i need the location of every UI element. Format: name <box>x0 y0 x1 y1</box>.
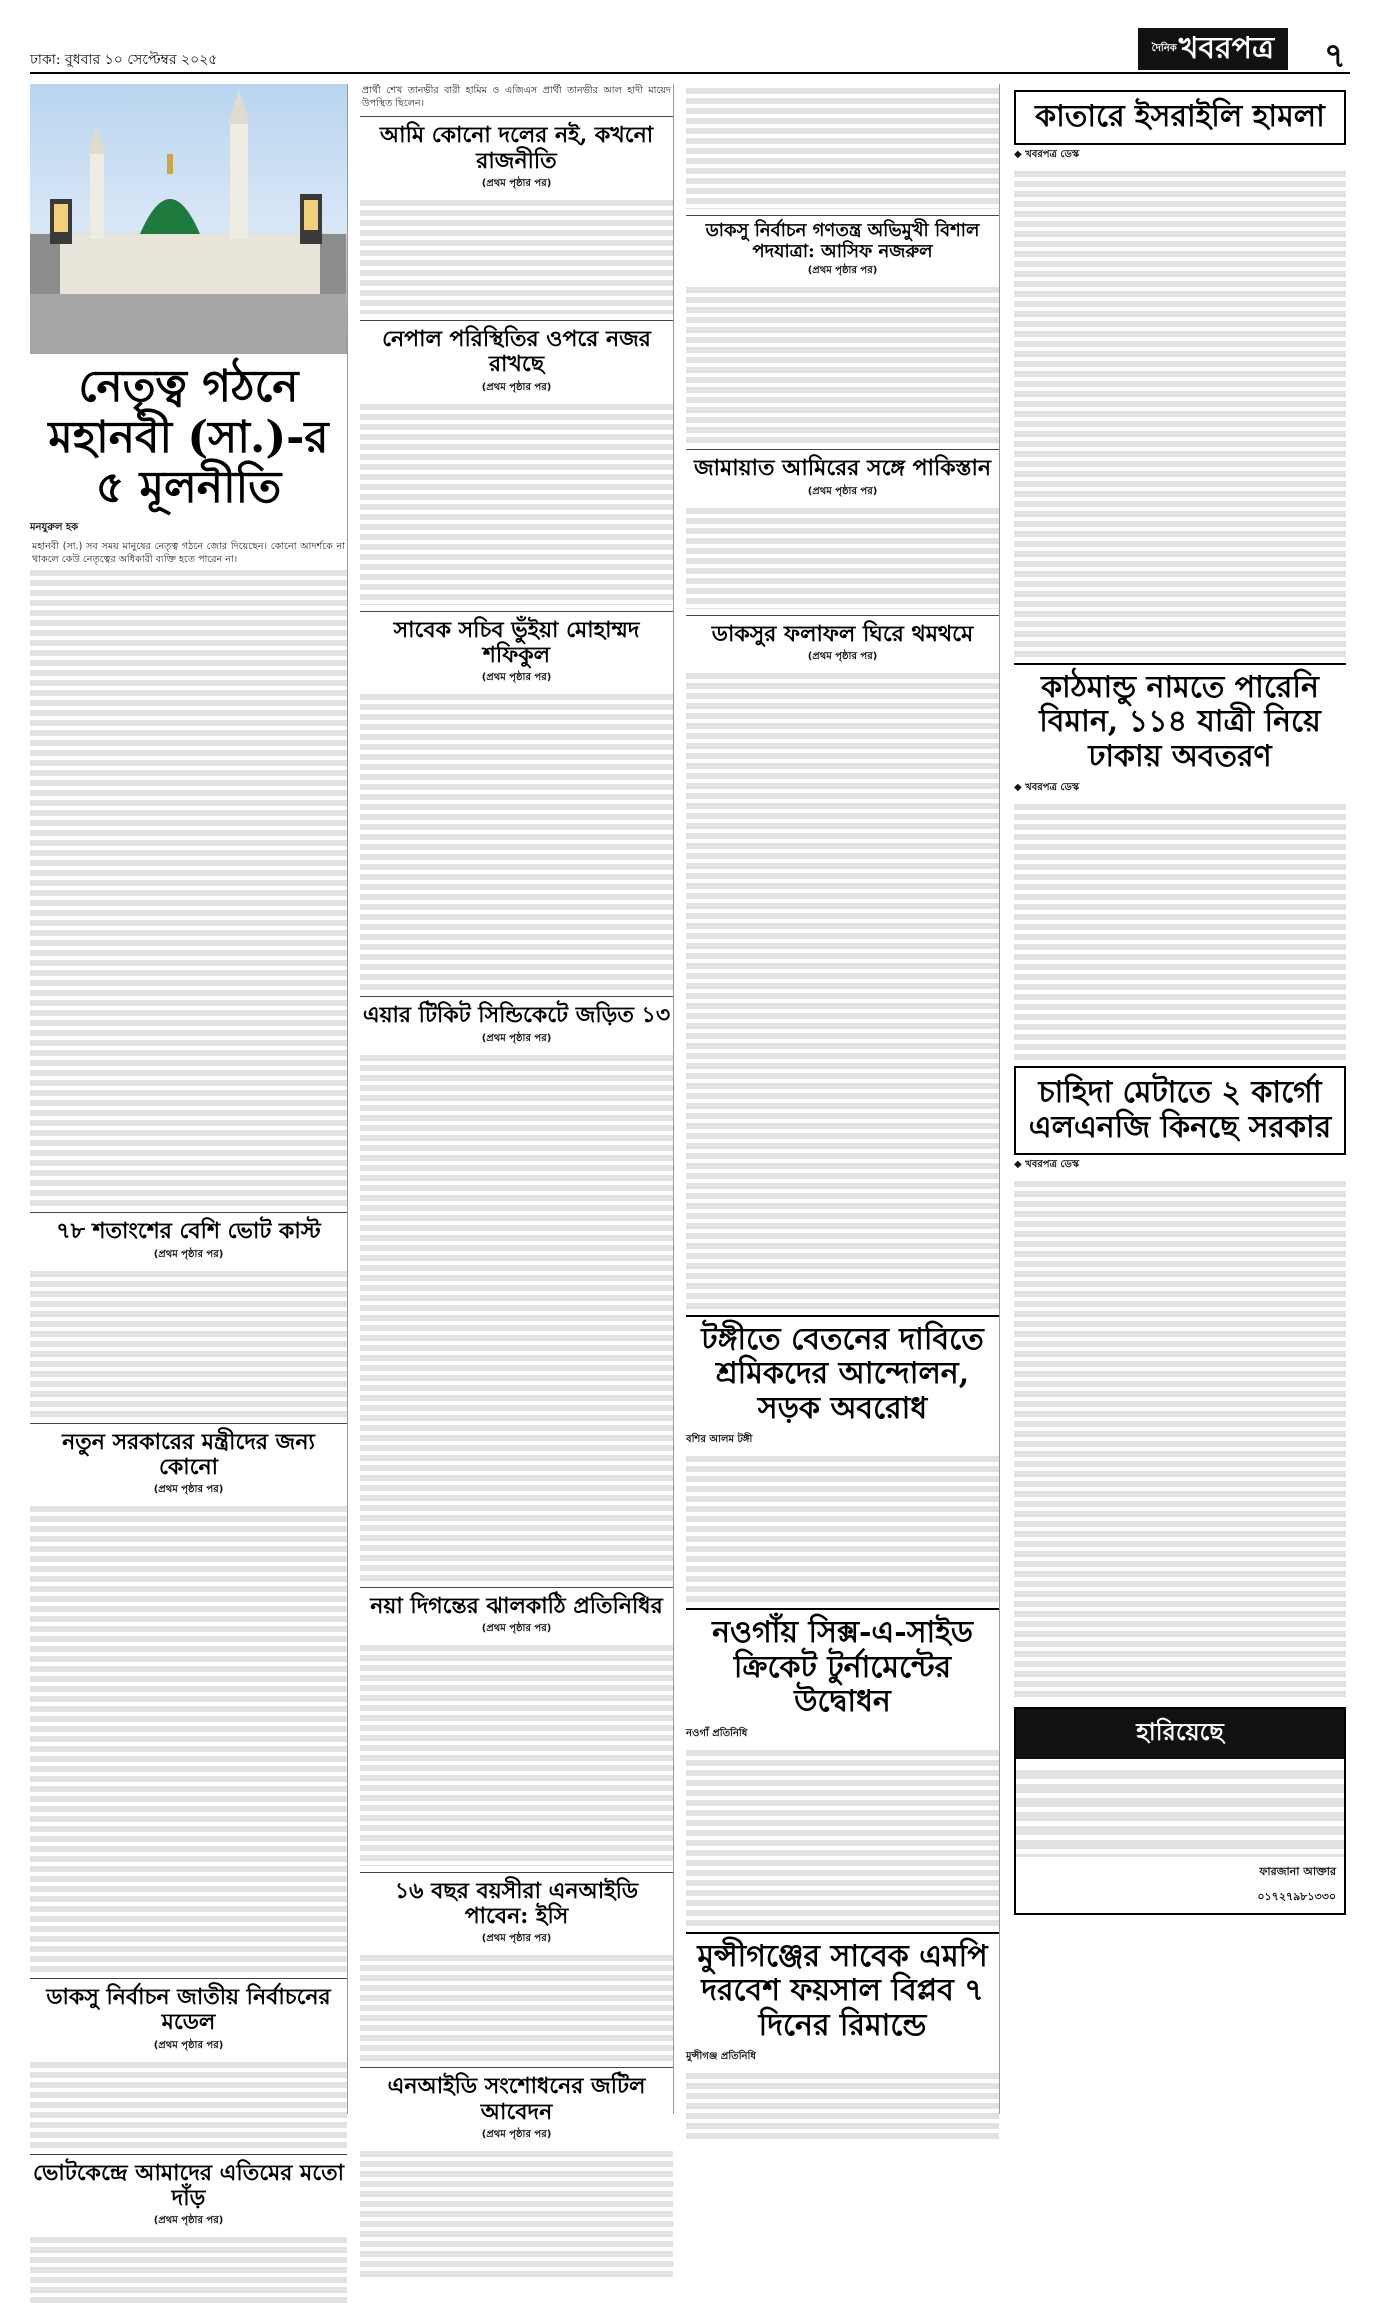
story-subhead: (প্রথম পৃষ্ঠার পর) <box>153 2039 224 2051</box>
column-1 <box>30 84 348 2227</box>
lost-notice-body <box>1016 1765 1344 1857</box>
story-subhead: (প্রথম পৃষ্ঠার পর) <box>481 1622 552 1634</box>
body-text-block <box>686 504 999 609</box>
lost-notice-ad <box>1014 1707 1346 1915</box>
story-headline: সাবেক সচিব ভুঁইয়া মোহাম্মদ শফিকুল <box>360 611 673 671</box>
body-text-block <box>360 690 673 990</box>
byline-workers-protest: বশির আলম টঙ্গী <box>686 1434 753 1446</box>
column-3 <box>682 84 1000 2114</box>
column-2 <box>356 84 674 2141</box>
body-text-block <box>30 2058 347 2148</box>
body-text-block <box>686 669 999 1309</box>
story-headline: ডাকসুর ফলাফল ঘিরে থমথমে <box>686 615 999 649</box>
headline-lng-cargo: চাহিদা মেটাতে ২ কার্গো এলএনজি কিনছে সরকার <box>1014 1066 1346 1155</box>
story-headline: নতুন সরকারের মন্ত্রীদের জন্য কোনো <box>30 1423 347 1483</box>
body-text-block <box>686 2069 999 2139</box>
byline-kathmandu-flight: ◆ খবরপত্র ডেস্ক <box>1014 782 1080 793</box>
story-subhead: (প্রথম পৃষ্ঠার পর) <box>807 485 878 497</box>
feature-headline-cricket: নওগাঁয় সিক্স-এ-সাইড ক্রিকেট টুর্নামেন্টের উদ্বোধন <box>686 1608 999 1724</box>
lead-text-col2: প্রার্থী শেখ তানভীর বারী হামিম ও এজিএস প্রার্থী তানভীর আল হাদী মায়েদ উপস্থিত ছিলেন। <box>362 85 671 110</box>
story-headline: ৭৮ শতাংশের বেশি ভোট কাস্ট <box>30 1212 347 1246</box>
headline-main-col1: নেতৃত্ব গঠনে মহানবী (সা.)-র ৫ মূলনীতি <box>48 361 329 514</box>
page-header <box>30 31 1350 76</box>
masthead-prefix: দৈনিক <box>1151 43 1177 54</box>
story-subhead: (প্রথম পৃষ্ঠার পর) <box>153 1248 224 1260</box>
date-line: ঢাকা: বুধবার ১০ সেপ্টেম্বর ২০২৫ <box>30 52 218 68</box>
lost-notice-phone: ০১৭২৭৯৮১৩৩০ <box>1257 1890 1336 1903</box>
story-subhead: (প্রথম পৃষ্ঠার পর) <box>153 1484 224 1496</box>
story-headline: নেপাল পরিস্থিতির ওপরে নজর রাখছে <box>360 320 673 380</box>
body-text-block <box>686 1452 999 1602</box>
body-text-block <box>30 1502 347 1972</box>
body-text-block <box>360 1951 673 2061</box>
body-text-block <box>686 84 999 209</box>
newspaper-masthead <box>1138 28 1288 70</box>
body-text-block <box>30 2233 347 2303</box>
body-text-block <box>30 566 347 1206</box>
story-subhead: (প্রথম পৃষ্ঠার পর) <box>481 1032 552 1044</box>
body-text-block <box>686 1746 999 1926</box>
page-number: ৭ <box>1323 36 1346 76</box>
story-headline: জামায়াত আমিরের সঙ্গে পাকিস্তান <box>686 449 999 483</box>
story-headline: ভোটকেন্দ্রে আমাদের এতিমের মতো দাঁড় <box>30 2154 347 2214</box>
column-4 <box>1008 84 1346 2114</box>
body-text-block <box>1014 1177 1346 1697</box>
lost-notice-signature: ফারজানা আক্তার <box>1259 1865 1336 1878</box>
headline-qatar-attack: কাতারে ইসরাইলি হামলা <box>1014 90 1346 145</box>
byline-cricket: নওগাঁ প্রতিনিধি <box>686 1727 748 1739</box>
story-headline: ডাকসু নির্বাচন জাতীয় নির্বাচনের মডেল <box>30 1978 347 2038</box>
story-subhead: (প্রথম পৃষ্ঠার পর) <box>807 265 878 277</box>
masthead-title: খবরপত্র <box>1178 31 1274 66</box>
story-subhead: (প্রথম পৃষ্ঠার পর) <box>481 672 552 684</box>
lead-text-col1: মহানবী (সা.) সব সময় মানুষের নেতৃত্ব গঠনে জোর দিয়েছেন। কোনো আদর্শকে না থাকলে কেউ নেতৃত্বের অধিকারী ব্যক্তি হতে পারেন না। <box>32 540 345 566</box>
story-headline: ডাকসু নির্বাচন গণতন্ত্র অভিমুখী বিশাল পদযাত্রা: আসিফ নজরুল <box>686 215 999 263</box>
story-subhead: (প্রথম পৃষ্ঠার পর) <box>481 381 552 393</box>
body-text-block <box>686 283 999 443</box>
mosque-photo-icon <box>30 84 346 354</box>
story-headline: নয়া দিগন্তের ঝালকাঠি প্রতিনিধির <box>360 1587 673 1621</box>
body-text-block <box>360 2147 673 2277</box>
byline-remand: মুন্সীগঞ্জ প্রতিনিধি <box>686 2051 756 2063</box>
feature-headline-workers-protest: টঙ্গীতে বেতনের দাবিতে শ্রমিকদের আন্দোলন, সড়ক অবরোধ <box>686 1315 999 1431</box>
body-text-block <box>360 1051 673 1581</box>
story-headline: ১৬ বছর বয়সীরা এনআইডি পাবেন: ইসি <box>360 1872 673 1932</box>
story-subhead: (প্রথম পৃষ্ঠার পর) <box>807 650 878 662</box>
body-text-block <box>360 1641 673 1866</box>
byline-qatar-attack: ◆ খবরপত্র ডেস্ক <box>1014 148 1080 160</box>
body-text-block <box>30 1267 347 1417</box>
story-subhead: (প্রথম পৃষ্ঠার পর) <box>481 178 552 190</box>
body-text-block <box>360 196 673 314</box>
body-text-block <box>1014 800 1346 1060</box>
story-headline: আমি কোনো দলের নই, কখনো রাজনীতি <box>360 116 673 176</box>
mosque-photo <box>30 84 347 354</box>
body-text-block <box>1014 167 1346 657</box>
byline-lng-cargo: ◆ খবরপত্র ডেস্ক <box>1014 1159 1080 1170</box>
lost-notice-title: হারিয়েছে <box>1016 1709 1344 1759</box>
story-headline: এনআইডি সংশোধনের জটিল আবেদন <box>360 2067 673 2127</box>
body-text-block <box>360 400 673 605</box>
story-subhead: (প্রথম পৃষ্ঠার পর) <box>153 2215 224 2227</box>
headline-kathmandu-flight: কাঠমান্ডু নামতে পারেনি বিমান, ১১৪ যাত্রী নিয়ে ঢাকায় অবতরণ <box>1014 663 1346 779</box>
byline-col1: মনযুরুল হক <box>30 521 79 533</box>
story-subhead: (প্রথম পৃষ্ঠার পর) <box>481 1933 552 1945</box>
feature-headline-remand: মুন্সীগঞ্জের সাবেক এমপি দরবেশ ফয়সাল বিপ্লব ৭ দিনের রিমান্ডে <box>686 1932 999 2048</box>
story-headline: এয়ার টিকিট সিন্ডিকেটে জড়িত ১৩ <box>360 996 673 1030</box>
story-subhead: (প্রথম পৃষ্ঠার পর) <box>481 2129 552 2141</box>
